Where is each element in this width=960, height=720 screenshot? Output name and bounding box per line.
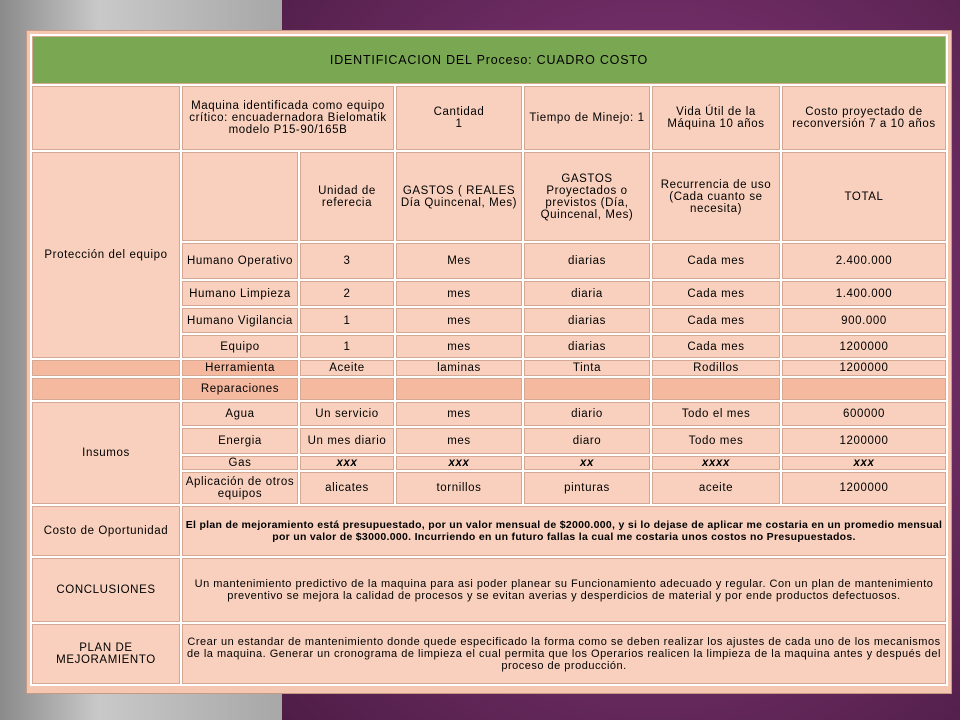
row-group-empty <box>31 359 181 377</box>
subheader-unit: Unidad de referecia <box>299 151 395 242</box>
row-total: xxx <box>781 455 947 471</box>
row-projected: xx <box>523 455 651 471</box>
row-unit: alicates <box>299 471 395 505</box>
row-projected: diario <box>523 401 651 427</box>
row-name: Gas <box>181 455 299 471</box>
row-recurrence: Todo mes <box>651 427 781 455</box>
conclusions-text: Un mantenimiento predictivo de la maquina para asi poder planear su Funcionamiento adecuado y regular. Con un plan de mantenimiento preventivo se mejora la calidad de procesos y se evitan averias y desperdicios de material y por ende productos defectuosos. <box>181 557 947 623</box>
row-projected: diarias <box>523 307 651 334</box>
opportunity-text: El plan de mejoramiento está presupuestado, por un valor mensual de $2000.000, y si lo dejase de aplicar me costaria en un promedio mensual por un valor de $3000.000. Incurriendo en un futuro fallas la cual me costaria unos costos no Presupuestados. <box>181 505 947 557</box>
row-total: 900.000 <box>781 307 947 334</box>
row-unit: Aceite <box>299 359 395 377</box>
subheader-total: TOTAL <box>781 151 947 242</box>
row-total: 1200000 <box>781 359 947 377</box>
row-recurrence: Cada mes <box>651 280 781 307</box>
row-real: mes <box>395 280 523 307</box>
row-name: Aplicación de otros equipos <box>181 471 299 505</box>
row-unit: 1 <box>299 307 395 334</box>
row-unit: Un mes diario <box>299 427 395 455</box>
row-real: laminas <box>395 359 523 377</box>
group-costo-oportunidad: Costo de Oportunidad <box>31 505 181 557</box>
row-unit: Un servicio <box>299 401 395 427</box>
row-projected: Tinta <box>523 359 651 377</box>
row-real: mes <box>395 427 523 455</box>
row-total <box>781 377 947 401</box>
row-real: tornillos <box>395 471 523 505</box>
header-machine: Maquina identificada como equipo crítico: encuadernadora Bielomatik modelo P15-90/165B <box>181 85 395 151</box>
row-projected: diaro <box>523 427 651 455</box>
row-total: 1200000 <box>781 471 947 505</box>
row-name: Energia <box>181 427 299 455</box>
table-row <box>31 359 947 377</box>
row-recurrence <box>651 377 781 401</box>
cost-table <box>30 34 948 686</box>
header-life: Vida Útil de la Máquina 10 años <box>651 85 781 151</box>
row-total: 1200000 <box>781 334 947 359</box>
row-real: Mes <box>395 242 523 280</box>
header-quantity: Cantidad 1 <box>395 85 523 151</box>
group-proteccion: Protección del equipo <box>31 151 181 359</box>
row-total: 1200000 <box>781 427 947 455</box>
row-projected <box>523 377 651 401</box>
row-name: Humano Vigilancia <box>181 307 299 334</box>
row-unit <box>299 377 395 401</box>
row-unit: xxx <box>299 455 395 471</box>
row-recurrence: Todo el mes <box>651 401 781 427</box>
row-projected: pinturas <box>523 471 651 505</box>
group-conclusiones: CONCLUSIONES <box>31 557 181 623</box>
row-name: Herramienta <box>181 359 299 377</box>
row-real: xxx <box>395 455 523 471</box>
row-group-empty <box>31 377 181 401</box>
plan-text: Crear un estandar de mantenimiento donde quede especificado la forma como se deben realizar los ajustes de cada uno de los mecanismos de la maquina. Generar un cronograma de limpieza el cual permita que los Operarios realicen la limpieza de la maquina antes y después del proceso de producción. <box>181 623 947 685</box>
row-unit: 3 <box>299 242 395 280</box>
row-recurrence: Cada mes <box>651 334 781 359</box>
row-total: 600000 <box>781 401 947 427</box>
row-unit: 2 <box>299 280 395 307</box>
row-real: mes <box>395 334 523 359</box>
row-name: Humano Operativo <box>181 242 299 280</box>
subheader-empty <box>181 151 299 242</box>
table-row <box>31 401 947 427</box>
subheader-projected-costs: GASTOS Proyectados o previstos (Día, Quincenal, Mes) <box>523 151 651 242</box>
row-name: Humano Limpieza <box>181 280 299 307</box>
row-unit: 1 <box>299 334 395 359</box>
row-recurrence: Cada mes <box>651 242 781 280</box>
subheader-recurrence: Recurrencia de uso (Cada cuanto se necesita) <box>651 151 781 242</box>
row-name: Reparaciones <box>181 377 299 401</box>
row-real: mes <box>395 401 523 427</box>
group-insumos: Insumos <box>31 401 181 505</box>
row-total: 2.400.000 <box>781 242 947 280</box>
row-real <box>395 377 523 401</box>
subheader-real-costs: GASTOS ( REALES Día Quincenal, Mes) <box>395 151 523 242</box>
header-time: Tiempo de Minejo: 1 <box>523 85 651 151</box>
row-recurrence: Cada mes <box>651 307 781 334</box>
row-name: Equipo <box>181 334 299 359</box>
header-empty <box>31 85 181 151</box>
row-projected: diaria <box>523 280 651 307</box>
row-recurrence: Rodillos <box>651 359 781 377</box>
row-recurrence: xxxx <box>651 455 781 471</box>
row-projected: diarias <box>523 334 651 359</box>
table-row <box>31 377 947 401</box>
row-total: 1.400.000 <box>781 280 947 307</box>
header-cost-projection: Costo proyectado de reconversión 7 a 10 años <box>781 85 947 151</box>
group-plan: PLAN DE MEJORAMIENTO <box>31 623 181 685</box>
row-real: mes <box>395 307 523 334</box>
row-recurrence: aceite <box>651 471 781 505</box>
row-name: Agua <box>181 401 299 427</box>
row-projected: diarias <box>523 242 651 280</box>
table-title: IDENTIFICACION DEL Proceso: CUADRO COSTO <box>31 35 947 85</box>
